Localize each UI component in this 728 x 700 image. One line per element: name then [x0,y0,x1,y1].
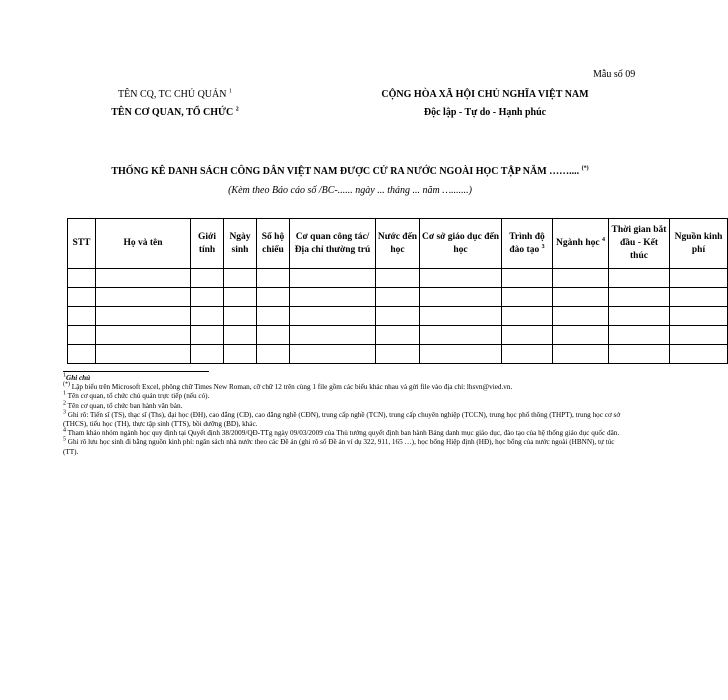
column-header-label: Nước đến học [377,231,418,255]
table-cell[interactable] [191,326,224,345]
table-cell[interactable] [609,288,670,307]
column-header [191,219,224,269]
national-title: CỘNG HÒA XÃ HỘI CHỦ NGHĨA VIỆT NAM [381,89,589,100]
table-cell[interactable] [553,326,609,345]
table-cell[interactable] [68,326,96,345]
column-header [502,219,553,269]
table-cell[interactable] [420,326,502,345]
table-cell[interactable] [290,307,376,326]
table-body [68,269,728,364]
note-mark: 3 [63,409,66,416]
footnote-ref: 2 [235,106,239,113]
document-title [60,166,640,177]
agency-label [90,107,260,118]
note-text: Ghi rõ lưu học sinh đi bằng nguồn kinh phí: ngân sách nhà nước theo các Đề án (ghi rõ số Đề án ví dụ 322, 911, 165 …), học bổng Hiệp định (HĐ), học bổng của nước ngoài (HBNN), tự túc (TT). [63,438,615,456]
table-row [68,307,728,326]
table-cell[interactable] [420,288,502,307]
national-motto: Độc lập - Tự do - Hạnh phúc [423,107,547,118]
table-cell[interactable] [670,288,728,307]
table-cell[interactable] [191,288,224,307]
column-header [257,219,290,269]
table-cell[interactable] [553,288,609,307]
parent-agency-label [90,89,260,100]
column-header-label: Nguồn kinh phí [674,231,723,255]
column-header-label: Họ và tên [123,238,163,249]
table-row [68,326,728,345]
table-cell[interactable] [68,345,96,364]
table-cell[interactable] [191,269,224,288]
note-mark: 5 [63,437,66,444]
notes-divider [63,371,209,372]
table-cell[interactable] [290,269,376,288]
table-cell[interactable] [376,269,420,288]
table-cell[interactable] [257,326,290,345]
table-cell[interactable] [376,288,420,307]
note-item [63,411,623,429]
notes-section: $^1$Ghi chú (*) Lập biểu trên Microsoft Excel, phông chữ Times New Roman, cỡ chữ 12 trên cùng 1 file gồm các biểu khác nhau và gửi file vào địa chỉ: lhsvn@vied.vn. $^1$ Tên cơ quan, tổ chức chủ quản trực tiếp (nếu có). $^2$ Tên cơ quan, tổ chức ban hành văn bản. $^3$ Ghi rõ: Tiến sĩ (TS), thạc sĩ (Ths), đại học (ĐH), cao đẳng (CĐ), cao đẳng nghề (CĐN), trung cấp nghề (TCN), trung cấp chuyên nghiệp (TCCN), trung học phổ thông (THPT), trung học cơ sở (THCS), tiểu học (TH), thực tập sinh (TTS), bồi dưỡng (BD), khác. $^4$ Tham khảo nhóm ngành học quy định tại Quyết định 38/2009/QĐ-TTg ngày 09/03/2009 của Thủ tướng quyết định ban hành Bảng danh mục giáo dục, đào tạo của hệ thống giáo dục quốc dân. $^5$ Ghi rõ lưu học sinh đi bằng nguồn kinh phí: ngân sách nhà nước theo các Đề án (ghi rõ số Đề án ví dụ 322, 911, 165 …), học bổng Hiệp định (HĐ), học bổng của nước ngoài (HBNN), tự túc (TT). [63,374,623,457]
note-text: Lập biểu trên Microsoft Excel, phông chữ Times New Roman, cỡ chữ 12 trên cùng 1 file gồm các biểu khác nhau và gửi file vào địa chỉ: lhsvn@vied.vn. [70,383,513,392]
table-cell[interactable] [609,326,670,345]
table-cell[interactable] [670,345,728,364]
table-cell[interactable] [68,288,96,307]
table-cell[interactable] [257,345,290,364]
notes-heading: Ghi chú [66,374,91,382]
table-cell[interactable] [224,326,257,345]
table-row [68,345,728,364]
table-cell[interactable] [224,345,257,364]
column-header-label: Thời gian bắt đầu - Kết thúc [611,225,667,261]
table-cell[interactable] [420,269,502,288]
parent-agency-text: TÊN CQ, TC CHỦ QUẢN [118,89,227,100]
table-cell[interactable] [502,345,553,364]
column-header-label: Trình độ đào tạo [509,231,545,255]
table-cell[interactable] [224,288,257,307]
table-cell[interactable] [191,345,224,364]
note-mark: 4 [63,427,66,434]
footnote-ref: 4 [601,236,605,243]
column-header [224,219,257,269]
table-cell[interactable] [502,307,553,326]
column-header-label: Ngành học [556,238,600,249]
table-cell[interactable] [502,269,553,288]
column-header-label: STT [72,238,91,249]
table-cell[interactable] [553,269,609,288]
column-header [420,219,502,269]
table-cell[interactable] [670,307,728,326]
column-header [376,219,420,269]
column-header [609,219,670,269]
table-cell[interactable] [224,307,257,326]
note-mark: 1 [63,391,66,398]
table-cell[interactable] [553,307,609,326]
column-header-label: Số hộ chiếu [261,231,285,255]
table-cell[interactable] [376,326,420,345]
note-mark: (*) [63,381,70,388]
agency-text: TÊN CƠ QUAN, TỔ CHỨC [111,107,234,118]
table-cell[interactable] [257,307,290,326]
table-cell[interactable] [609,345,670,364]
table-cell[interactable] [96,288,191,307]
column-header [68,219,96,269]
document-subtitle: (Kèm theo Báo cáo số /BC-...... ngày ... tháng ... năm ….......) [228,185,472,196]
table-cell[interactable] [191,307,224,326]
table-cell[interactable] [376,307,420,326]
table-row [68,288,728,307]
document-title-text: THỐNG KÊ DANH SÁCH CÔNG DÂN VIỆT NAM ĐƯỢC CỬ RA NƯỚC NGOÀI HỌC TẬP NĂM …….... [111,166,580,177]
table-cell[interactable] [502,288,553,307]
table-cell[interactable] [96,345,191,364]
table-cell[interactable] [257,269,290,288]
table-cell[interactable] [609,269,670,288]
column-header-label: Cơ quan công tác/ Địa chỉ thường trú [294,231,371,255]
table-cell[interactable] [290,288,376,307]
column-header-label: Cơ sở giáo dục đến học [421,231,500,255]
table-cell[interactable] [420,345,502,364]
column-header [670,219,728,269]
table-cell[interactable] [290,326,376,345]
column-header-label: Giới tính [198,231,216,255]
note-text: Tên cơ quan, tổ chức chủ quản trực tiếp (nếu có). [66,392,210,401]
table-row [68,269,728,288]
note-item [63,438,623,456]
notes-list [63,383,623,457]
table-cell[interactable] [670,269,728,288]
column-header-label: Ngày sinh [229,231,251,255]
form-number: Mẫu số 09 [593,69,636,80]
table-cell[interactable] [224,269,257,288]
table-cell[interactable] [553,345,609,364]
table-cell[interactable] [257,288,290,307]
table-cell[interactable] [96,307,191,326]
table-cell[interactable] [609,307,670,326]
note-text: Tên cơ quan, tổ chức ban hành văn bản. [66,401,183,410]
note-item [63,402,623,411]
table-cell[interactable] [68,269,96,288]
footnote-ref: 1 [228,88,232,95]
column-header [290,219,376,269]
student-list-table [67,218,728,364]
table-cell[interactable] [96,326,191,345]
table-cell[interactable] [670,326,728,345]
column-header [553,219,609,269]
table-cell[interactable] [502,326,553,345]
table-header-row [68,219,728,269]
note-item [63,392,623,401]
table-cell[interactable] [68,307,96,326]
footnote-ref: (*) [581,165,589,172]
table-cell[interactable] [376,345,420,364]
note-mark: 2 [63,400,66,407]
table-cell[interactable] [290,345,376,364]
table-cell[interactable] [96,269,191,288]
note-text: Ghi rõ: Tiến sĩ (TS), thạc sĩ (Ths), đại học (ĐH), cao đẳng (CĐ), cao đẳng nghề (CĐN), trung cấp nghề (TCN), trung cấp chuyên nghiệp (TCCN), trung học phổ thông (THPT), trung học cơ sở (THCS), tiểu học (TH), thực tập sinh (TTS), bồi dưỡng (BD), khác. [63,410,621,429]
note-text: Tham khảo nhóm ngành học quy định tại Quyết định 38/2009/QĐ-TTg ngày 09/03/2009 của Thủ tướng quyết định ban hành Bảng danh mục giáo dục, đào tạo của hệ thống giáo dục quốc dân. [66,429,620,438]
table-cell[interactable] [420,307,502,326]
column-header [96,219,191,269]
footnote-ref: 3 [541,243,545,250]
